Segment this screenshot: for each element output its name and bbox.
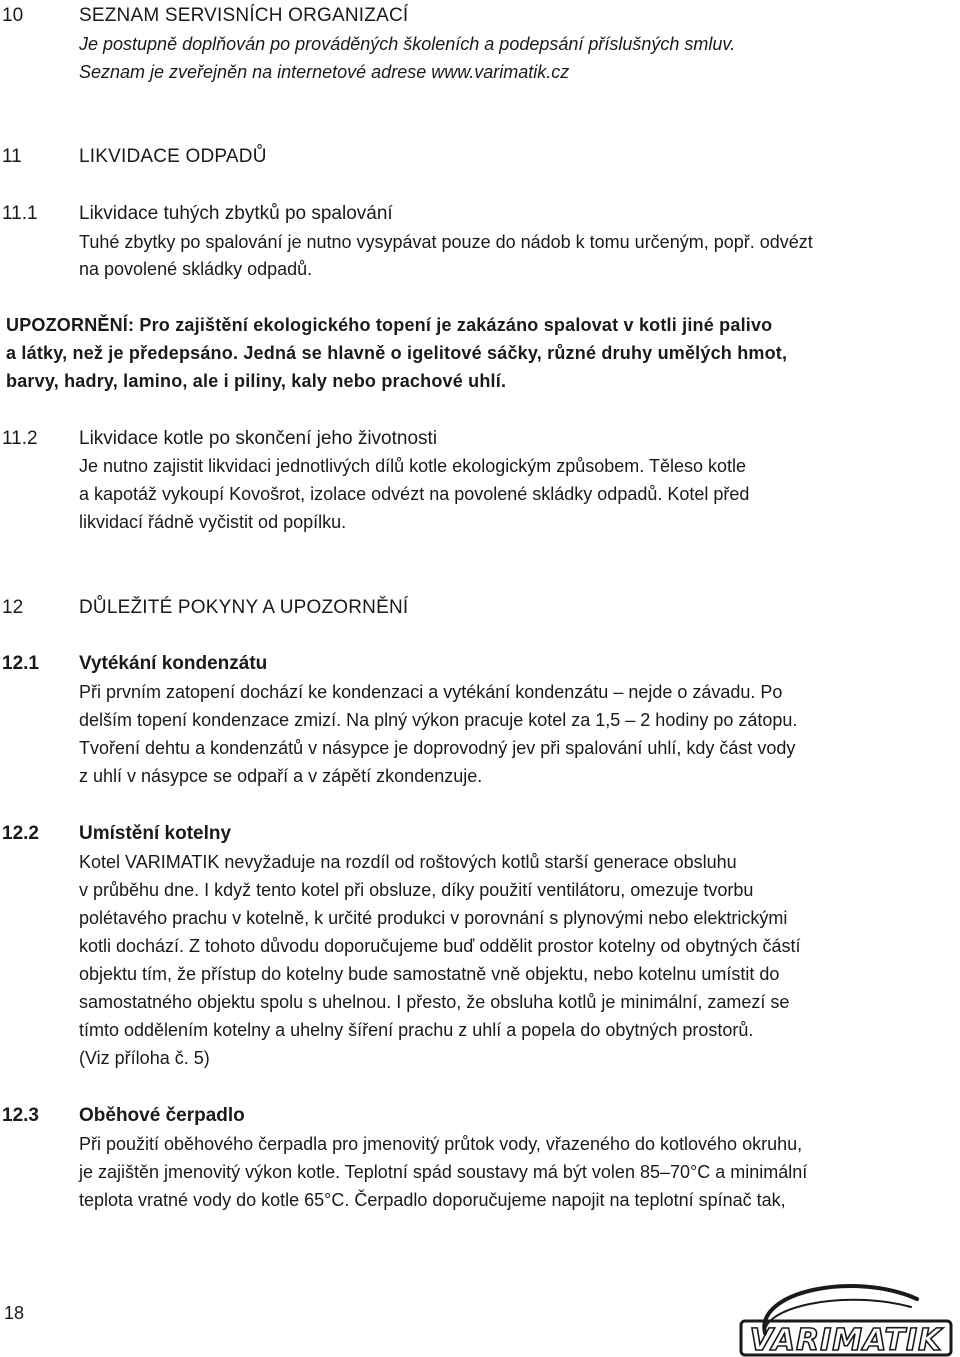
section-12-2-line-1: Kotel VARIMATIK nevyžaduje na rozdíl od roštových kotlů starší generace obsluhu (79, 852, 737, 872)
warning-line-3: barvy, hadry, lamino, ale i piliny, kaly nebo prachové uhlí. (6, 371, 507, 391)
section-12-1-title: Vytékání kondenzátu (79, 653, 268, 674)
section-11-1-line-1: Tuhé zbytky po spalování je nutno vysypávat pouze do nádob k tomu určeným, popř. odvézt (79, 232, 813, 252)
warning-line-2: a látky, než je předepsáno. Jedná se hlavně o igelitové sáčky, různé druhy umělých hmot, (6, 343, 788, 363)
section-12-3-line-3: teplota vratné vody do kotle 65°C. Čerpadlo doporučujeme napojit na teplotní spínač tak, (79, 1190, 786, 1210)
section-12-1-number: 12.1 (2, 653, 39, 674)
section-11-1-title: Likvidace tuhých zbytků po spalování (79, 203, 393, 224)
section-11-title: LIKVIDACE ODPADŮ (79, 146, 267, 167)
section-11-1-line-2: na povolené skládky odpadů. (79, 259, 313, 279)
section-12-2-line-3: polétavého prachu v kotelně, k určité produkci v porovnání s plynovými nebo elektrickými (79, 908, 788, 928)
section-11-2-number: 11.2 (2, 428, 38, 449)
section-12-1-line-1: Při prvním zatopení dochází ke kondenzaci a vytékání kondenzátu – nejde o závadu. Po (79, 682, 783, 702)
section-12-3-title: Oběhové čerpadlo (79, 1105, 245, 1126)
section-12-2-line-4: kotli dochází. Z tohoto důvodu doporučujeme buď oddělit prostor kotelny od obytných částí (79, 936, 801, 956)
section-10-number: 10 (2, 5, 24, 26)
section-12-3-number: 12.3 (2, 1105, 39, 1126)
section-11-number: 11 (2, 146, 22, 167)
varimatik-logo (735, 1277, 957, 1357)
section-11-1-number: 11.1 (2, 203, 38, 224)
warning-line-1: UPOZORNĚNÍ: Pro zajištění ekologického topení je zakázáno spalovat v kotli jiné palivo (6, 315, 773, 335)
section-12-1-line-2: delším topení kondenzace zmizí. Na plný výkon pracuje kotel za 1,5 – 2 hodiny po zátopu. (79, 710, 798, 730)
logo-wordmark: VARIMATIK (749, 1323, 943, 1357)
section-12-3-line-2: je zajištěn jmenovitý výkon kotle. Teplotní spád soustavy má být volen 85–70°C a minimální (79, 1162, 808, 1182)
section-11-2-line-2: a kapotáž vykoupí Kovošrot, izolace odvézt na povolené skládky odpadů. Kotel před (79, 484, 750, 504)
section-12-2-line-8: (Viz příloha č. 5) (79, 1048, 210, 1068)
section-12-2-line-6: samostatného objektu spolu s uhelnou. I přesto, že obsluha kotlů je minimální, zamezí se (79, 992, 790, 1012)
section-12-3-line-1: Při použití oběhového čerpadla pro jmenovitý průtok vody, vřazeného do kotlového okruhu, (79, 1134, 803, 1154)
page-number: 18 (4, 1303, 25, 1323)
section-12-2-line-7: tímto oddělením kotelny a uhelny šíření prachu z uhlí a popela do obytných prostorů. (79, 1020, 754, 1040)
section-11-2-title: Likvidace kotle po skončení jeho životnosti (79, 428, 438, 449)
section-10-title: SEZNAM SERVISNÍCH ORGANIZACÍ (79, 5, 409, 26)
section-11-2-line-3: likvidací řádně vyčistit od popílku. (79, 512, 347, 532)
section-12-2-line-2: v průběhu dne. I když tento kotel při obsluze, díky použití ventilátoru, omezuje tvorbu (79, 880, 754, 900)
section-12-2-title: Umístění kotelny (79, 823, 232, 844)
section-10-line-2: Seznam je zveřejněn na internetové adrese www.varimatik.cz (79, 62, 570, 82)
section-12-2-line-5: objektu tím, že přístup do kotelny bude samostatně vně objektu, nebo kotelnu umístit do (79, 964, 780, 984)
section-11-2-line-1: Je nutno zajistit likvidaci jednotlivých dílů kotle ekologickým způsobem. Těleso kotle (79, 456, 746, 476)
section-12-title: DŮLEŽITÉ POKYNY A UPOZORNĚNÍ (79, 597, 409, 618)
section-12-1-line-3: Tvoření dehtu a kondenzátů v násypce je doprovodný jev při spalování uhlí, kdy část vody (79, 738, 796, 758)
section-12-2-number: 12.2 (2, 823, 39, 844)
section-12-number: 12 (2, 597, 24, 618)
section-10-line-1: Je postupně doplňován po prováděných školeních a podepsání příslušných smluv. (79, 34, 736, 54)
section-12-1-line-4: z uhlí v násypce se odpaří a v zápětí zkondenzuje. (79, 766, 483, 786)
